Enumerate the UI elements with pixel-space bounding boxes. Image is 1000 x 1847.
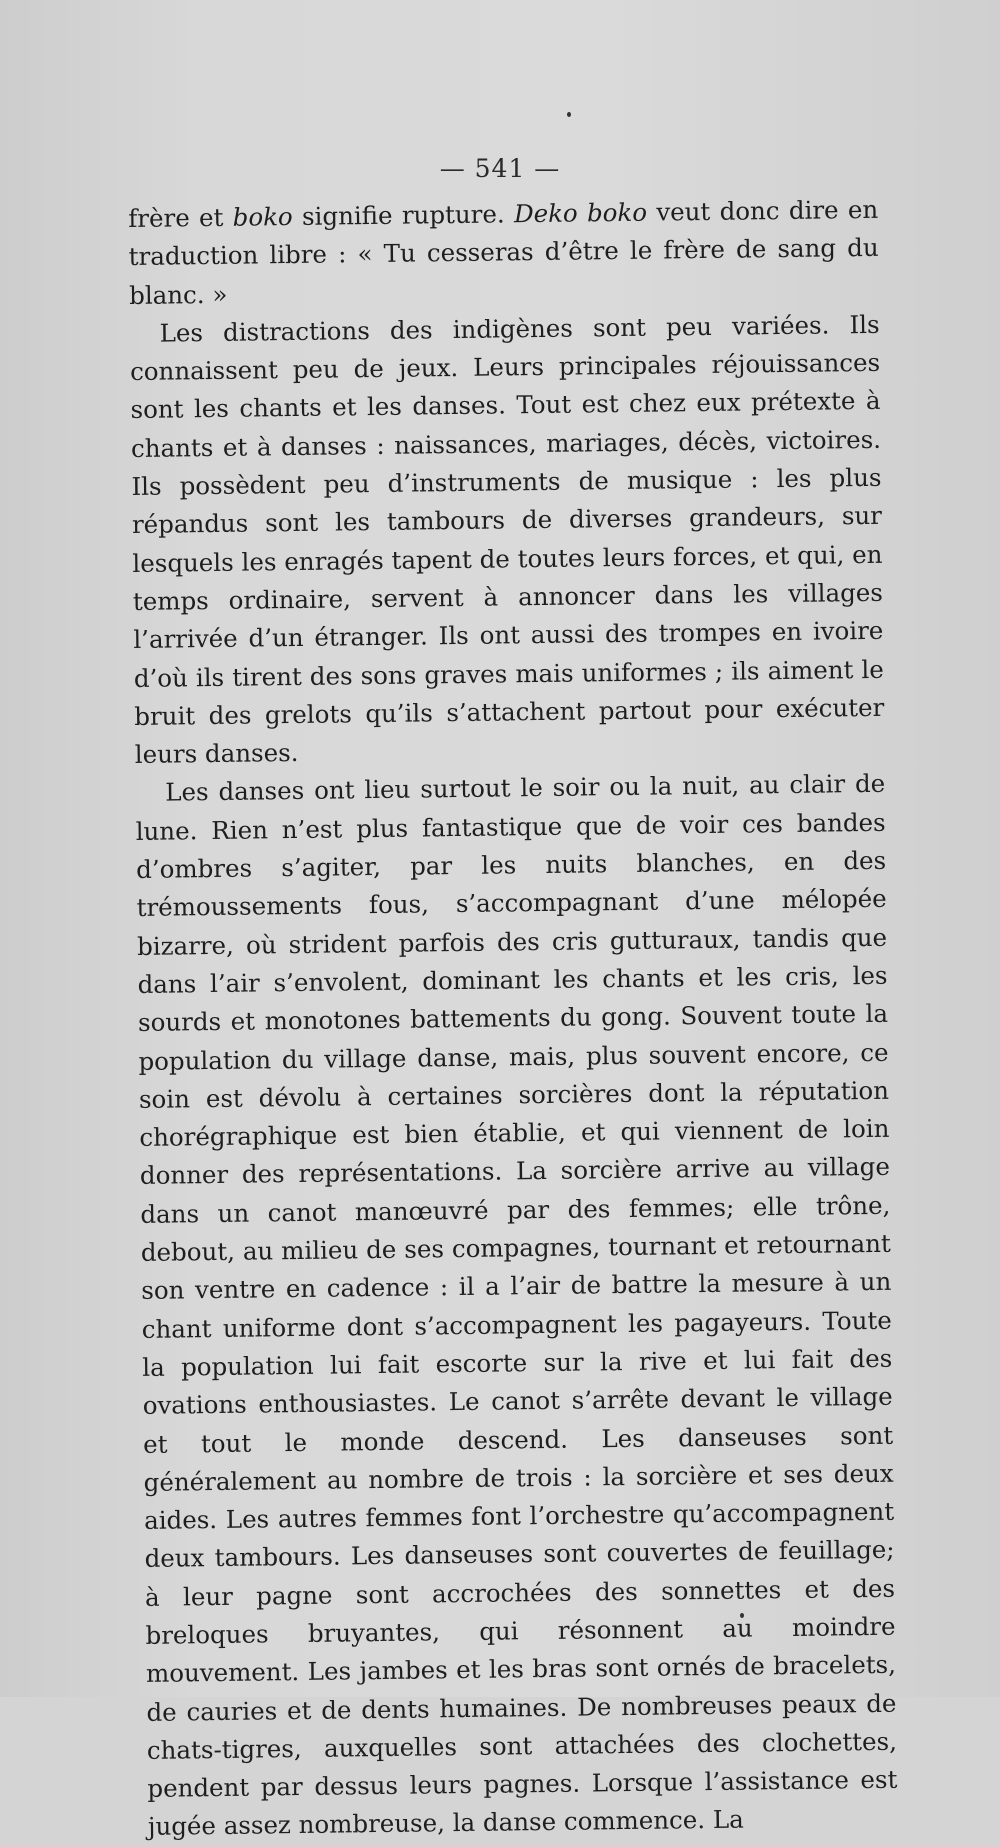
italic-term: boko — [232, 201, 293, 232]
paragraph — [129, 306, 885, 775]
text-run: veut donc dire en traduction libre : « Tu cesseras d’être le frère de sang du blanc. » — [128, 194, 879, 310]
page-number: — 541 — — [439, 154, 561, 183]
text-run: frère et — [128, 202, 233, 233]
paragraph — [135, 765, 898, 1846]
italic-term: Deko boko — [513, 197, 648, 229]
ink-speck — [567, 112, 571, 117]
text-run: signifie rupture. — [292, 199, 515, 231]
body-text — [128, 191, 898, 1847]
text-run: Les danses ont lieu surtout le soir ou la nuit, au clair de lune. Rien n’est plus fantastique que de voir ces bandes d’ombres s’agiter, par les nuits blanches, en des trémoussements fous, s’accompagnant d’une mélopée bizarre, où strident parfois des cris gutturaux, tandis que dans l’air s’envolent, dominant les chants et les cris, les sourds et monotones battements du gong. Souvent toute la population du village danse, mais, plus souvent encore, ce soin est dévolu à certaines sorcières dont la réputation chorégraphique est bien établie, et qui viennent de loin donner des représentations. La sorcière arrive au village dans un canot manœuvré par des femmes; elle trône, debout, au milieu de ses compagnes, tournant et retournant son ventre en cadence : il a l’air de battre la mesure à un chant uniforme dont s’accompagnent les pagayeurs. Toute la population lui fait escorte sur la rive et lui fait des ovations enthousiastes. Le canot s’arrête devant le village et tout le monde descend. Les danseuses sont généralement au nombre de trois : la sorcière et ses deux aides. Les autres femmes font l’orchestre qu’accompagnent deux tambours. Les danseuses sont couvertes de feuillage; à leur pagne sont accrochées des sonnettes et des breloques bruyantes, qui résonnent au moindre mouvement. Les jambes et les bras sont ornés de bracelets, de cauries et de dents humaines. De nombreuses peaux de chats-tigres, auxquelles sont attachées des clochettes, pendent par dessus leurs pagnes. Lorsque l’assistance est jugée assez nombreuse, la danse commence. La — [135, 769, 898, 1842]
paragraph — [128, 191, 879, 315]
text-run: Les distractions des indigènes sont peu variées. Ils connaissent peu de jeux. Leurs principales réjouissances sont les chants et les danses. Tout est chez eux prétexte à chants et à danses : naissances, mariages, décès, victoires. Ils possèdent peu d’instruments de musique : les plus répandus sont les tambours de diverses grandeurs, sur lesquels les enragés tapent de toutes leurs forces, et qui, en temps ordinaire, servent à annoncer dans les villages l’arrivée d’un étranger. Ils ont aussi des trompes en ivoire d’où ils tirent des sons graves mais uniformes ; ils aiment le bruit des grelots qu’ils s’attachent partout pour exécuter leurs danses. — [129, 309, 885, 770]
